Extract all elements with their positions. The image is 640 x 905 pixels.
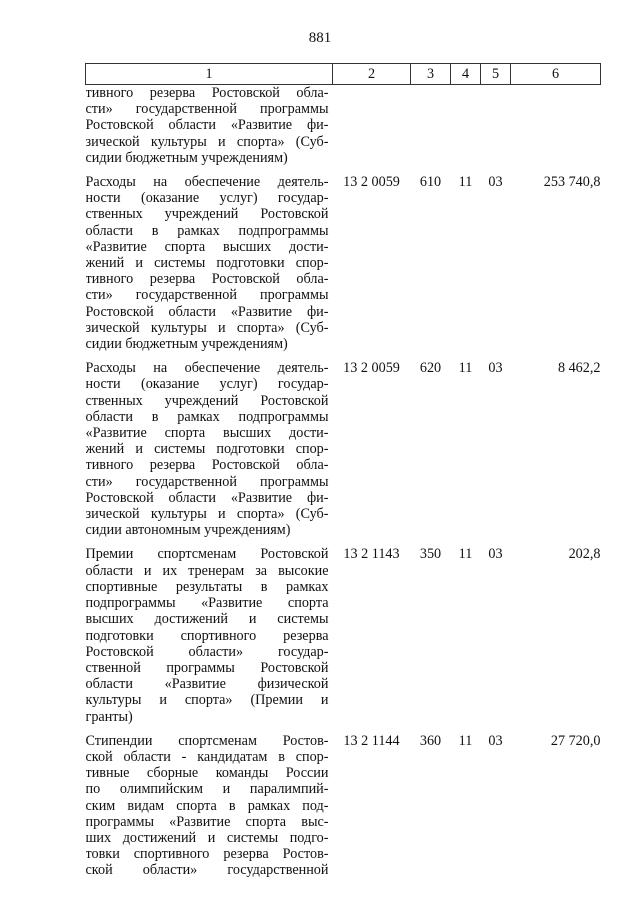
- description-line: тивного резерва Ростовской обла-: [85, 457, 329, 474]
- description-line: области в рамках подпрограммы: [85, 222, 329, 239]
- description-line: ской области» государственной: [85, 862, 329, 879]
- row-description: [86, 174, 333, 352]
- column-header-2: 2: [333, 64, 411, 85]
- description-line: ской области - кандидатам в спор-: [85, 748, 329, 765]
- expense-type-code: 620: [419, 360, 442, 377]
- description-line: Расходы на обеспечение деятель-: [85, 360, 329, 377]
- page-number: 881: [308, 30, 332, 46]
- description-line: области и их тренерам за высокие: [85, 562, 329, 579]
- target-article-code: 13 2 0059: [343, 174, 400, 191]
- row-spacer-cell: [86, 538, 601, 546]
- expense-type-code: 360: [419, 732, 442, 749]
- table-row: [86, 174, 601, 352]
- amount-value: 253 740,8: [543, 174, 601, 191]
- row-spacer: [86, 725, 601, 733]
- target-article-code: [333, 85, 411, 167]
- amount-value: 8 462,2: [557, 360, 601, 377]
- description-line: ственных учреждений Ростовской: [85, 392, 329, 409]
- section-code: 11: [458, 174, 473, 191]
- description-line: Расходы на обеспечение деятель-: [85, 174, 329, 191]
- description-line: Ростовской области «Развитие фи-: [85, 117, 329, 134]
- description-line: зической культуры и спорта» (Суб-: [85, 506, 329, 523]
- row-spacer-cell: [86, 725, 601, 733]
- description-line: сидии автономным учреждениям): [85, 522, 291, 539]
- description-line: жений и системы подготовки спор-: [85, 255, 329, 272]
- target-article-code: 13 2 0059: [343, 360, 400, 377]
- subsection-code: 03: [488, 732, 503, 749]
- description-line: программы «Развитие спорта выс-: [85, 813, 329, 830]
- description-line: ственных учреждений Ростовской: [85, 206, 329, 223]
- description-line: «Развитие спорта высших дости-: [85, 425, 329, 442]
- section-code: 11: [458, 546, 473, 563]
- table-row: [86, 85, 601, 167]
- row-spacer: [86, 166, 601, 174]
- description-line: культуры и спорта» (Премии и: [85, 692, 329, 709]
- table-row: [86, 546, 601, 724]
- row-description: [86, 546, 333, 724]
- description-line: «Развитие спорта высших дости-: [85, 238, 329, 255]
- description-line: по олимпийским и паралимпий-: [85, 781, 329, 798]
- description-line: тивного резерва Ростовской обла-: [85, 271, 329, 288]
- subsection-code: 03: [488, 546, 503, 563]
- description-line: подпрограммы «Развитие спорта: [85, 595, 329, 612]
- row-description: [86, 360, 333, 538]
- description-line: Ростовской области» государ-: [85, 643, 329, 660]
- table-header: [86, 64, 601, 85]
- table-row: [86, 360, 601, 538]
- description-line: высших достижений и системы: [85, 611, 329, 628]
- column-header-3: 3: [411, 64, 451, 85]
- column-header-5: 5: [481, 64, 511, 85]
- description-line: ности (оказание услуг) государ-: [85, 190, 329, 207]
- description-line: Премии спортсменам Ростовской: [85, 546, 329, 563]
- section-code: 11: [458, 360, 473, 377]
- row-spacer-cell: [86, 166, 601, 174]
- row-description: [86, 85, 333, 167]
- description-line: сидии бюджетным учреждениям): [85, 149, 288, 166]
- column-header-1: 1: [86, 64, 333, 85]
- row-spacer: [86, 538, 601, 546]
- description-line: подготовки спортивного резерва: [85, 627, 329, 644]
- description-line: зической культуры и спорта» (Суб-: [85, 133, 329, 150]
- subsection-code: 03: [488, 360, 503, 377]
- target-article-code: 13 2 1144: [343, 732, 400, 749]
- description-line: жений и системы подготовки спор-: [85, 441, 329, 458]
- row-spacer: [86, 352, 601, 360]
- amount-value: 27 720,0: [550, 732, 601, 749]
- expense-type-code: 350: [419, 546, 442, 563]
- target-article-code: 13 2 1143: [343, 546, 400, 563]
- expense-type-code: 610: [419, 174, 442, 191]
- amount-value: [511, 85, 601, 167]
- description-line: области «Развитие физической: [85, 676, 329, 693]
- column-header-4: 4: [451, 64, 481, 85]
- description-line: Ростовской области «Развитие фи-: [85, 489, 329, 506]
- description-line: тивные сборные команды России: [85, 765, 329, 782]
- subsection-code: 03: [488, 174, 503, 191]
- description-line: области в рамках подпрограммы: [85, 408, 329, 425]
- description-line: гранты): [85, 708, 133, 725]
- description-line: ственной программы Ростовской: [85, 659, 329, 676]
- section-code: [451, 85, 481, 167]
- description-line: сти» государственной программы: [85, 473, 329, 490]
- row-description: [86, 733, 333, 879]
- budget-table: [85, 63, 601, 879]
- description-line: товки спортивного резерва Ростов-: [85, 846, 329, 863]
- description-line: сти» государственной программы: [85, 101, 329, 118]
- expense-type-code: [411, 85, 451, 167]
- subsection-code: [481, 85, 511, 167]
- section-code: 11: [458, 732, 473, 749]
- description-line: Ростовской области «Развитие фи-: [85, 303, 329, 320]
- column-header-6: 6: [511, 64, 601, 85]
- description-line: ших достижений и системы подго-: [85, 829, 329, 846]
- description-line: сидии бюджетным учреждениям): [85, 336, 288, 353]
- description-line: ским видам спорта в рамках под-: [85, 797, 329, 814]
- amount-value: 202,8: [568, 546, 601, 563]
- description-line: ности (оказание услуг) государ-: [85, 376, 329, 393]
- table-row: [86, 733, 601, 879]
- table-body: [86, 85, 601, 879]
- row-spacer-cell: [86, 352, 601, 360]
- description-line: спортивные результаты в рамках: [85, 578, 329, 595]
- description-line: зической культуры и спорта» (Суб-: [85, 319, 329, 336]
- description-line: тивного резерва Ростовской обла-: [85, 85, 329, 101]
- description-line: Стипендии спортсменам Ростов-: [85, 732, 329, 749]
- description-line: сти» государственной программы: [85, 287, 329, 304]
- header-row: [86, 64, 601, 85]
